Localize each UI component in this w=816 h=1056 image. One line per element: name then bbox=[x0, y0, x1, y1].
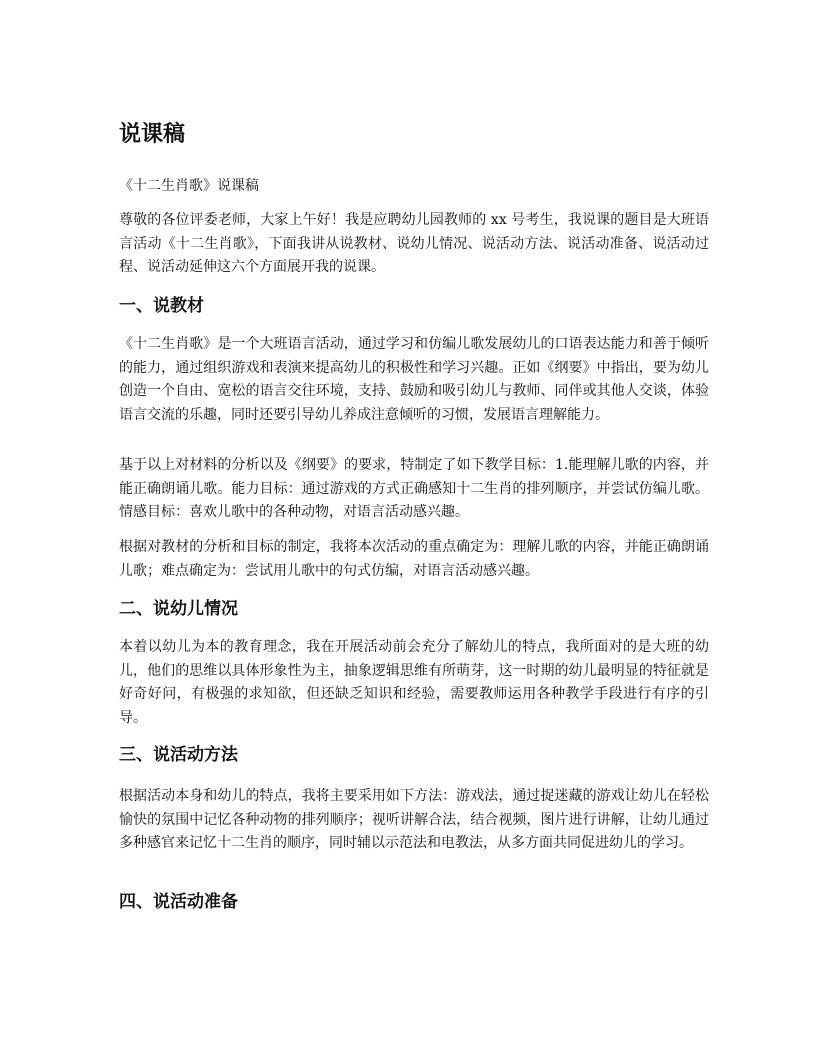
section-heading-preparation: 四、说活动准备 bbox=[119, 892, 238, 912]
section-heading-methods: 三、说活动方法 bbox=[119, 745, 238, 765]
textbook-paragraph-1: 《十二生肖歌》是一个大班语言活动，通过学习和仿编儿歌发展幼儿的口语表达能力和善于倾听的能力，通过组织游戏和表演来提高幼儿的积极性和学习兴趣。正如《纲要》中指出，要为幼儿创造一个自由、宽松的语言交往环境，支持、鼓励和吸引幼儿与教师、同伴或其他人交谈，体验语言交流的乐趣，同时还要引导幼儿养成注意倾听的习惯，发展语言理解能力。 bbox=[119, 336, 709, 423]
children-paragraph: 本着以幼儿为本的教育理念，我在开展活动前会充分了解幼儿的特点，我所面对的是大班的幼儿，他们的思维以具体形象性为主，抽象逻辑思维有所萌芽，这一时期的幼儿最明显的特征就是好奇好问，有极强的求知欲，但还缺乏知识和经验，需要教师运用各种教学手段进行有序的引导。 bbox=[119, 639, 709, 726]
intro-paragraph: 尊敬的各位评委老师，大家上午好！我是应聘幼儿园教师的 xx 号考生，我说课的题目是大班语言活动《十二生肖歌》，下面我讲从说教材、说幼儿情况、说活动方法、说活动准备、说活动过程、说活动延伸这六个方面展开我的说课。 bbox=[119, 212, 709, 275]
textbook-paragraph-3: 根据对教材的分析和目标的制定，我将本次活动的重点确定为：理解儿歌的内容，并能正确朗诵儿歌；难点确定为：尝试用儿歌中的句式仿编，对语言活动感兴趣。 bbox=[119, 539, 709, 579]
section-heading-textbook: 一、说教材 bbox=[119, 296, 204, 316]
section-heading-children: 二、说幼儿情况 bbox=[119, 599, 238, 619]
methods-paragraph: 根据活动本身和幼儿的特点，我将主要采用如下方法：游戏法，通过捉迷藏的游戏让幼儿在轻松愉快的氛围中记忆各种动物的排列顺序；视听讲解合法，结合视频，图片进行讲解，让幼儿通过多种感官来记忆十二生肖的顺序，同时辅以示范法和电教法，从多方面共同促进幼儿的学习。 bbox=[119, 788, 709, 851]
document-subtitle: 《十二生肖歌》说课稿 bbox=[119, 178, 259, 194]
page-title: 说课稿 bbox=[119, 122, 186, 147]
textbook-paragraph-2: 基于以上对材料的分析以及《纲要》的要求，特制定了如下教学目标：1.能理解儿歌的内容，并能正确朗诵儿歌。能力目标：通过游戏的方式正确感知十二生肖的排列顺序，并尝试仿编儿歌。情感目标：喜欢儿歌中的各种动物，对语言活动感兴趣。 bbox=[119, 457, 709, 520]
